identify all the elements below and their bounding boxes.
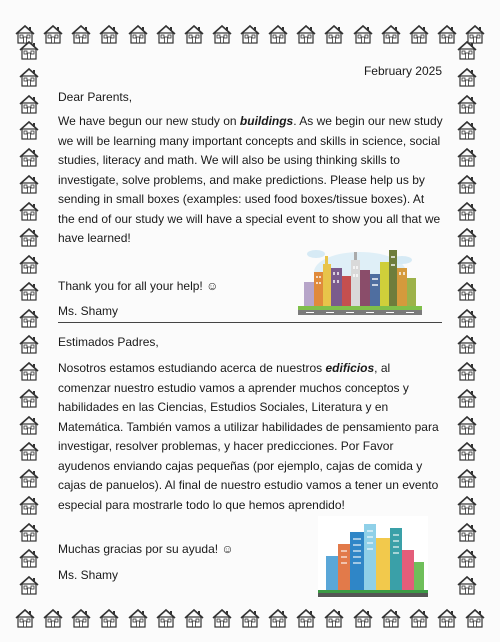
border-bottom <box>14 608 486 634</box>
house-icon <box>18 147 44 172</box>
house-icon <box>456 120 482 145</box>
house-icon <box>436 24 458 50</box>
house-icon <box>211 608 233 634</box>
house-icon <box>211 24 233 50</box>
house-icon <box>352 24 374 50</box>
english-body <box>58 112 444 249</box>
house-icon <box>436 608 458 634</box>
house-icon <box>464 608 486 634</box>
house-icon <box>456 147 482 172</box>
house-icon <box>98 24 120 50</box>
house-icon <box>18 40 44 65</box>
house-icon <box>323 24 345 50</box>
english-topic: buildings <box>239 114 294 128</box>
house-icon <box>18 468 44 493</box>
house-icon <box>127 24 149 50</box>
house-icon <box>456 334 482 359</box>
border-top <box>14 24 486 50</box>
house-icon <box>239 24 261 50</box>
house-icon <box>456 522 482 547</box>
house-icon <box>267 24 289 50</box>
house-icon <box>127 608 149 634</box>
house-icon <box>408 608 430 634</box>
house-icon <box>183 24 205 50</box>
house-icon <box>456 94 482 119</box>
house-icon <box>155 608 177 634</box>
city-skyline-illustration <box>296 238 424 316</box>
house-icon <box>98 608 120 634</box>
house-icon <box>456 40 482 65</box>
english-greeting: Dear Parents, <box>58 90 133 104</box>
house-icon <box>456 67 482 92</box>
border-left <box>18 40 44 600</box>
house-icon <box>18 575 44 600</box>
spanish-body-pre: Nosotros estamos estudiando acerca de nuestros <box>58 361 326 375</box>
house-icon <box>456 201 482 226</box>
english-signature: Ms. Shamy <box>58 304 119 318</box>
english-body-pre: We have begun our new study on <box>58 114 240 128</box>
spanish-signature: Ms. Shamy <box>58 568 119 582</box>
house-icon <box>18 281 44 306</box>
spanish-body-post: , al comenzar nuestro estudio vamos a aprender muchos conceptos y habilidades en las Ciencias, Estudios Sociales, Literatura y en Matemática. También vamos a utilizar habilidades de pensamiento para investigar, resolver problemas, y hacer predicciones. Por Favor ayudenos enviando cajas pequeñas (por ejemplo, cajas de comida y cajas de panuelos). Al final de nuestro estudio vamos a tener un evento especial para mostrarle todo lo que hemos aprendido! <box>58 361 439 512</box>
house-icon <box>18 201 44 226</box>
house-icon <box>18 94 44 119</box>
house-icon <box>18 548 44 573</box>
house-icon <box>295 608 317 634</box>
house-icon <box>42 608 64 634</box>
house-icon <box>155 24 177 50</box>
house-icon <box>18 334 44 359</box>
house-icon <box>267 608 289 634</box>
house-icon <box>18 415 44 440</box>
spanish-greeting: Estimados Padres, <box>58 335 159 349</box>
house-icon <box>18 308 44 333</box>
house-icon <box>380 24 402 50</box>
house-icon <box>18 174 44 199</box>
house-icon <box>18 67 44 92</box>
spanish-body <box>58 359 444 515</box>
house-icon <box>456 308 482 333</box>
house-icon <box>18 227 44 252</box>
house-icon <box>18 495 44 520</box>
house-icon <box>18 120 44 145</box>
house-icon <box>380 608 402 634</box>
house-icon <box>70 24 92 50</box>
house-icon <box>408 24 430 50</box>
house-icon <box>183 608 205 634</box>
house-icon <box>18 522 44 547</box>
house-icon <box>456 227 482 252</box>
house-icon <box>456 174 482 199</box>
house-icon <box>456 415 482 440</box>
section-divider <box>58 322 442 323</box>
house-icon <box>456 548 482 573</box>
spanish-thanks: Muchas gracias por su ayuda! ☺ <box>58 542 234 556</box>
house-icon <box>18 388 44 413</box>
house-icon <box>456 388 482 413</box>
house-icon <box>18 254 44 279</box>
english-thanks: Thank you for all your help! ☺ <box>58 279 219 293</box>
house-icon <box>70 608 92 634</box>
house-icon <box>18 361 44 386</box>
house-icon <box>456 361 482 386</box>
house-icon <box>14 608 36 634</box>
house-icon <box>42 24 64 50</box>
house-icon <box>18 441 44 466</box>
letter-date: February 2025 <box>363 64 442 78</box>
spanish-topic: edificios <box>325 361 375 375</box>
house-icon <box>456 468 482 493</box>
house-icon <box>352 608 374 634</box>
house-icon <box>456 575 482 600</box>
house-icon <box>456 254 482 279</box>
border-right <box>456 40 482 600</box>
house-icon <box>323 608 345 634</box>
city-skyline-illustration-2 <box>318 516 428 598</box>
house-icon <box>456 441 482 466</box>
house-icon <box>295 24 317 50</box>
house-icon <box>456 495 482 520</box>
house-icon <box>456 281 482 306</box>
house-icon <box>239 608 261 634</box>
english-body-post: . As we begin our new study we will be learning many important concepts and skills in science, social studies, literacy and math. We will also be using thinking skills to investigate, solve problems, and make predictions. Please help us by sending in small boxes (examples: used food boxes/tissue boxes). At the end of our study we will have a special event to show you all that we have learned! <box>58 114 443 245</box>
